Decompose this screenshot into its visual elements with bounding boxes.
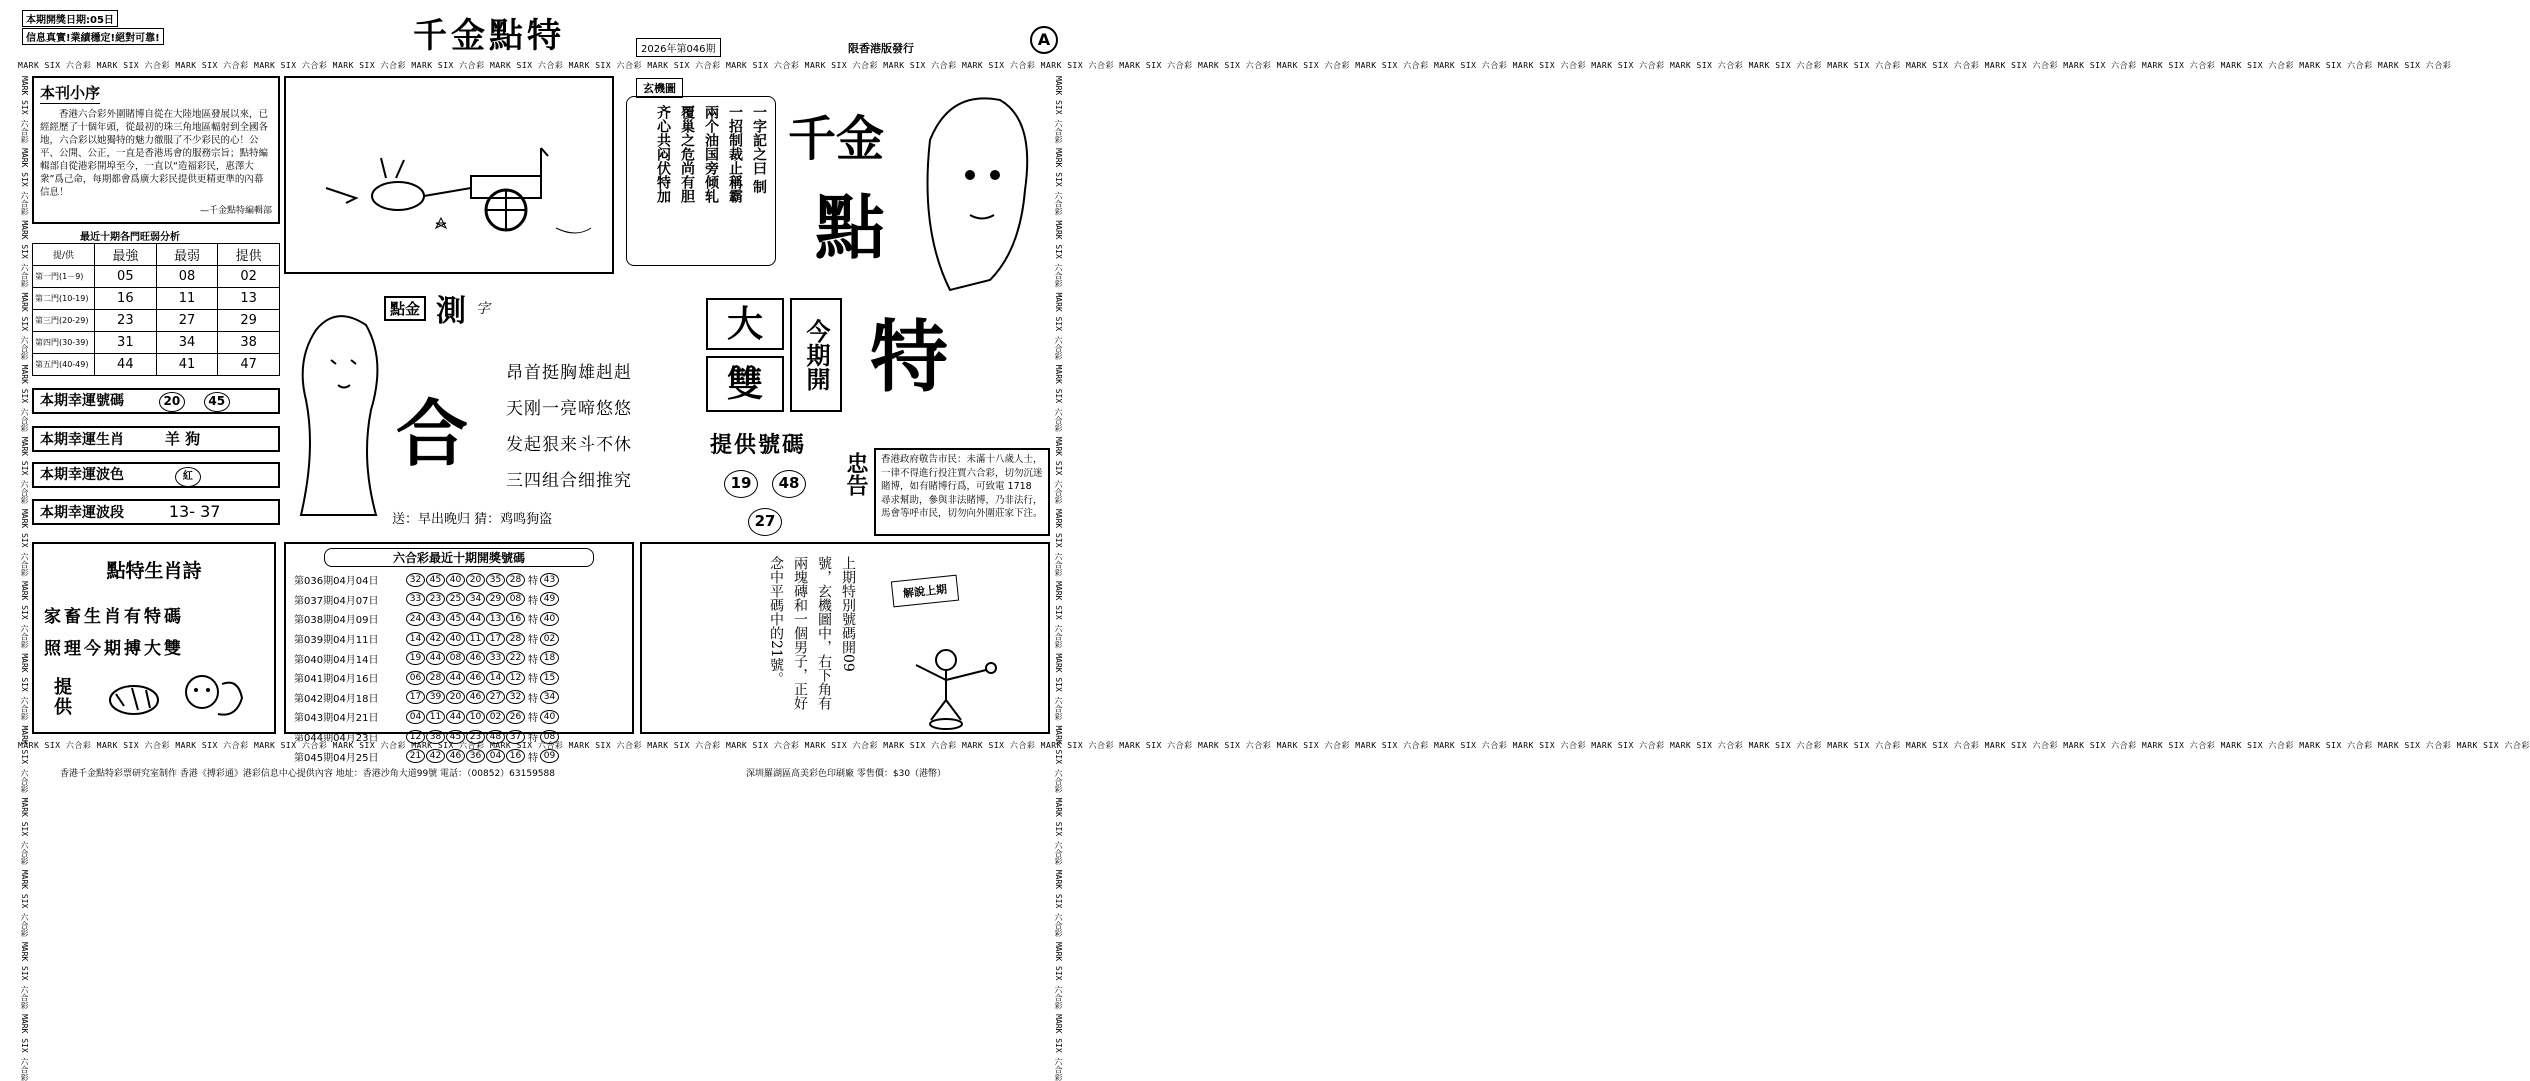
draw-special-number: 43 [540, 573, 559, 587]
stats-cell: 16 [95, 288, 157, 310]
stats-cell: 29 [218, 310, 280, 332]
draw-special-number: 40 [540, 612, 559, 626]
draw-number: 10 [466, 710, 485, 724]
draw-number: 45 [446, 730, 465, 744]
draw-number: 33 [406, 592, 425, 606]
draw-special-label: 特 [528, 733, 538, 745]
guess-poem [506, 358, 632, 502]
draw-number: 12 [506, 671, 525, 685]
stats-cell: 27 [156, 310, 218, 332]
draw-number: 43 [426, 612, 445, 626]
monkey-icon [178, 668, 248, 724]
scroll-line: 覆巢之危尚有胆 [679, 105, 695, 203]
draw-special-label: 特 [528, 615, 538, 627]
stats-cell: 44 [95, 354, 157, 376]
stats-cell: 02 [218, 266, 280, 288]
draw-number: 33 [486, 651, 505, 665]
stats-row-label: 第三門(20-29) [33, 310, 95, 332]
draw-special-number: 18 [540, 651, 559, 665]
poem-line: 家畜生肖有特碼 [44, 607, 184, 627]
guess-line: 三四组合细推究 [506, 471, 632, 491]
draw-number: 14 [486, 671, 505, 685]
draw-label: 第037期04月07日 [294, 595, 379, 607]
draw-number: 12 [406, 730, 425, 744]
draw-number: 42 [426, 632, 445, 646]
lucky-color-label: 本期幸運波色 [40, 467, 124, 483]
draw-number: 16 [506, 612, 525, 626]
draw-label: 第039期04月11日 [294, 635, 379, 647]
draw-special-label: 特 [528, 693, 538, 705]
scroll [626, 96, 776, 266]
intro-box [32, 76, 280, 224]
poem-line: 照理今期搏大雙 [44, 639, 184, 659]
draw-number: 02 [486, 710, 505, 724]
draw-number: 16 [506, 749, 525, 763]
draw-number: 20 [446, 690, 465, 704]
notice-text: 香港政府敬告市民：未滿十八歲人士，一律不得進行投注賈六合彩，切勿沉迷賭博，如有賭博行爲，可致電 1718 尋求幫助，參與非法賭博，乃非法行，馬會等呼市民，切勿向外圍莊家下注。 [881, 454, 1043, 519]
draw-number: 24 [406, 612, 425, 626]
draw-number: 46 [466, 690, 485, 704]
draw-number: 17 [486, 632, 505, 646]
draw-number: 11 [466, 632, 485, 646]
draw-row [294, 727, 624, 747]
draw-row [294, 629, 624, 649]
draw-number: 23 [426, 592, 445, 606]
guess-header [384, 292, 491, 329]
scroll-line: 一字記之曰 制 [751, 105, 767, 194]
guess-line: 发起狠来斗不休 [506, 435, 632, 455]
stats-col-header: 提供 [218, 244, 280, 266]
stats-table [32, 243, 280, 376]
brand-provide: 提供號碼 [710, 433, 807, 458]
stats-corner: 提/供 [33, 244, 95, 266]
right-strip: MARK SIX 六合彩 MARK SIX 六合彩 MARK SIX 六合彩 MARK SIX 六合彩 MARK SIX 六合彩 MARK SIX 六合彩 MARK SIX 六合彩 MARK SIX 六合彩 MARK SIX 六合彩 MARK SIX 六合彩 MARK SIX 六合彩 MARK SIX 六合彩 MARK SIX 六合彩 MARK SIX 六合彩 [1054, 76, 1063, 1081]
solution-tag: 解說上期 [891, 575, 959, 608]
draw-number: 38 [426, 730, 445, 744]
draw-label: 第044期04月23日 [294, 733, 379, 745]
header [18, 8, 1062, 58]
stats-cell: 38 [218, 332, 280, 354]
solution-col: 念中平碼中的21號。 [768, 556, 784, 686]
draw-number: 22 [506, 651, 525, 665]
lucky-color: 紅 [175, 467, 201, 487]
draw-label: 第041期04月16日 [294, 674, 379, 686]
header-title: 千金點特 [413, 16, 565, 56]
draw-number: 44 [466, 612, 485, 626]
draw-number: 04 [406, 710, 425, 724]
header-left-line2: 信息真實!業績穩定!絕對可靠! [22, 28, 164, 45]
draw-row [294, 707, 624, 727]
top-strip: MARK SIX 六合彩 MARK SIX 六合彩 MARK SIX 六合彩 MARK SIX 六合彩 MARK SIX 六合彩 MARK SIX 六合彩 MARK SIX 六合彩 MARK SIX 六合彩 MARK SIX 六合彩 MARK SIX 六合彩 MARK SIX 六合彩 MARK SIX 六合彩 MARK SIX 六合彩 MARK SIX 六合彩 MARK SIX 六合彩 MARK SIX 六合彩 MARK SIX 六合彩 MARK SIX 六合彩 MARK SIX 六合彩 MARK SIX 六合彩 MARK SIX 六合彩 MARK SIX 六合彩 MARK SIX 六合彩 MARK SIX 六合彩 MARK SIX 六合彩 MARK SIX 六合彩 MARK SIX 六合彩 MARK SIX 六合彩 MARK SIX 六合彩 MARK SIX 六合彩 MARK SIX 六合彩 [18, 61, 2452, 70]
guess-label-dianjin: 點金 [384, 296, 426, 321]
notice-label: 忠告 [843, 452, 869, 496]
draw-number: 29 [486, 592, 505, 606]
brand-qianjin: 千金 [788, 111, 885, 167]
draw-special-number: 08 [540, 730, 559, 744]
draw-special-label: 特 [528, 654, 538, 666]
draw-number: 04 [486, 749, 505, 763]
man-illustration [876, 630, 1026, 730]
edition-badge: A [1030, 26, 1058, 54]
solution-col: 兩塊磚和一個男子，正好 [792, 556, 808, 710]
draw-number: 46 [466, 671, 485, 685]
rabbit-cart-illustration [286, 78, 612, 272]
stats-cell: 11 [156, 288, 218, 310]
draws-box [284, 542, 634, 764]
lucky-segment: 13- 37 [168, 502, 221, 521]
poem-title: 點特生肖詩 [106, 560, 202, 582]
draw-number: 19 [406, 651, 425, 665]
draw-number: 45 [446, 612, 465, 626]
stats-cell: 13 [218, 288, 280, 310]
guess-line: 昂首挺胸雄赳赳 [506, 363, 632, 383]
scroll-line: 兩个油国旁倾轧 [703, 105, 719, 203]
draw-special-number: 49 [540, 592, 559, 606]
draw-number: 08 [506, 592, 525, 606]
header-limit: 限香港版發行 [848, 42, 914, 55]
bottom-strip: MARK SIX 六合彩 MARK SIX 六合彩 MARK SIX 六合彩 MARK SIX 六合彩 MARK SIX 六合彩 MARK SIX 六合彩 MARK SIX 六合彩 MARK SIX 六合彩 MARK SIX 六合彩 MARK SIX 六合彩 MARK SIX 六合彩 MARK SIX 六合彩 MARK SIX 六合彩 MARK SIX 六合彩 MARK SIX 六合彩 MARK SIX 六合彩 MARK SIX 六合彩 MARK SIX 六合彩 MARK SIX 六合彩 MARK SIX 六合彩 MARK SIX 六合彩 MARK SIX 六合彩 MARK SIX 六合彩 MARK SIX 六合彩 MARK SIX 六合彩 MARK SIX 六合彩 MARK SIX 六合彩 MARK SIX 六合彩 MARK SIX 六合彩 MARK SIX 六合彩 MARK SIX 六合彩 MARK SIX 六合彩 [18, 741, 2530, 750]
draw-number: 06 [406, 671, 425, 685]
header-left-line1: 本期開獎日期:05日 [22, 10, 118, 27]
stats-cell: 08 [156, 266, 218, 288]
stats-row-label: 第一門(1－9) [33, 266, 95, 288]
stats-cell: 23 [95, 310, 157, 332]
draw-number: 42 [426, 749, 445, 763]
guess-label-ce: 測 [436, 294, 467, 329]
intro-signature: —千金點特編輯部 [199, 206, 272, 216]
solution-col: 號，玄機圖中，右下角有 [816, 556, 832, 710]
guess-line: 天刚一亮啼悠悠 [506, 399, 632, 419]
solution-col: 上期特別號碼開09 [840, 556, 856, 672]
footer-right: 深圳羅湖區高美彩色印刷廠 零售價：$30（港幣） [746, 769, 947, 779]
draw-label: 第045期04月25日 [294, 752, 379, 764]
brand-dian: 點 [815, 186, 885, 269]
draw-number: 28 [506, 573, 525, 587]
stats-title: 最近十期各門旺弱分析 [80, 232, 180, 243]
draw-special-number: 34 [540, 690, 559, 704]
header-issue: 2026年第046期 [636, 38, 721, 57]
lucky-segment-label: 本期幸運波段 [40, 505, 124, 521]
stats-row-label: 第二門(10-19) [33, 288, 95, 310]
cart-illustration-box [284, 76, 614, 274]
provide-number: 19 [724, 470, 758, 498]
guess-footer: 送：早出晚归 猜：鸡鸣狗盗 [392, 512, 553, 527]
draw-number: 45 [426, 573, 445, 587]
draw-number: 44 [446, 671, 465, 685]
left-strip: MARK SIX 六合彩 MARK SIX 六合彩 MARK SIX 六合彩 MARK SIX 六合彩 MARK SIX 六合彩 MARK SIX 六合彩 MARK SIX 六合彩 MARK SIX 六合彩 MARK SIX 六合彩 MARK SIX 六合彩 MARK SIX 六合彩 MARK SIX 六合彩 MARK SIX 六合彩 MARK SIX 六合彩 [20, 76, 29, 1081]
stats-row-label: 第五門(40-49) [33, 354, 95, 376]
draw-number: 48 [486, 730, 505, 744]
tiger-icon [104, 672, 164, 722]
draw-row [294, 648, 624, 668]
draw-number: 28 [506, 632, 525, 646]
brand-side: 今期開 [790, 298, 842, 412]
draw-special-label: 特 [528, 576, 538, 588]
draw-number: 13 [486, 612, 505, 626]
scroll-line: 一招制裁止稱霸 [727, 105, 743, 203]
draw-number: 39 [426, 690, 445, 704]
lucky-color-row [32, 462, 280, 488]
draw-number: 46 [466, 651, 485, 665]
scroll-tag: 玄機圖 [636, 78, 683, 98]
draw-number: 20 [466, 573, 485, 587]
draw-label: 第042期04月18日 [294, 693, 379, 705]
stats-cell: 41 [156, 354, 218, 376]
lucky-segment-row [32, 499, 280, 525]
lucky-number: 20 [159, 392, 185, 412]
draw-number: 35 [486, 573, 505, 587]
draw-special-number: 02 [540, 632, 559, 646]
draw-number: 11 [426, 710, 445, 724]
draw-row [294, 746, 624, 766]
scroll-line: 齐心共闷伏特加 [655, 105, 671, 203]
stats-cell: 31 [95, 332, 157, 354]
draw-row [294, 688, 624, 708]
intro-title: 本刊小序 [40, 84, 101, 102]
draws-title: 六合彩最近十期開獎號碼 [324, 548, 594, 567]
draw-label: 第038期04月09日 [294, 615, 379, 627]
stats-row-label: 第四門(30-39) [33, 332, 95, 354]
draw-special-number: 40 [540, 710, 559, 724]
stats-cell: 34 [156, 332, 218, 354]
draw-number: 27 [486, 690, 505, 704]
intro-text: 香港六合彩外圍賭博自從在大陸地區發展以來，已經經歷了十個年頭，從最初的珠三角地區輻射到全國各地，六合彩以她獨特的魅力徹服了不少彩民的心！公平、公開、公正，一直是香港馬會的服務宗旨；點特編輯部自從港彩開埠至今，一直以“造福彩民，惠澤大衆”爲己命，每期都會爲廣大彩民提供更精更準的內幕信息！ [40, 109, 269, 198]
draw-number: 21 [406, 749, 425, 763]
stats-col-header: 最強 [95, 244, 157, 266]
brand-da: 大 [706, 298, 784, 350]
lucky-zodiac: 羊 狗 [164, 430, 201, 448]
stats-cell: 05 [95, 266, 157, 288]
provide-number: 48 [772, 470, 806, 498]
draw-label: 第036期04月04日 [294, 576, 379, 588]
draw-special-label: 特 [528, 713, 538, 725]
provide-number: 27 [748, 508, 782, 536]
draw-special-label: 特 [528, 674, 538, 686]
draw-number: 44 [446, 710, 465, 724]
draw-number: 14 [406, 632, 425, 646]
draw-special-label: 特 [528, 752, 538, 764]
draw-number: 36 [466, 749, 485, 763]
woman-portrait-top [910, 80, 1040, 300]
poem-provide: 提供 [54, 677, 72, 718]
draw-row [294, 668, 624, 688]
footer-left: 香港千金點特彩票研究室制作 香港《搏彩通》港彩信息中心提供內容 地址：香港沙角大道99號 電話：（00852）63159588 [60, 769, 555, 779]
draw-number: 44 [426, 651, 445, 665]
lucky-zodiac-row [32, 426, 280, 452]
draw-number: 40 [446, 573, 465, 587]
draw-number: 17 [406, 690, 425, 704]
draw-special-label: 特 [528, 595, 538, 607]
draw-number: 23 [466, 730, 485, 744]
draw-number: 32 [506, 690, 525, 704]
draw-number: 08 [446, 651, 465, 665]
draw-number: 40 [446, 632, 465, 646]
draw-number: 46 [446, 749, 465, 763]
lucky-zodiac-label: 本期幸運生肖 [40, 432, 124, 448]
draw-label: 第043期04月21日 [294, 713, 379, 725]
lucky-number: 45 [204, 392, 230, 412]
draw-number: 28 [426, 671, 445, 685]
stats-col-header: 最弱 [156, 244, 218, 266]
stats-cell: 47 [218, 354, 280, 376]
draw-label: 第040期04月14日 [294, 654, 379, 666]
draw-number: 26 [506, 710, 525, 724]
draw-special-number: 15 [540, 671, 559, 685]
draw-special-number: 09 [540, 749, 559, 763]
brand-te: 特 [870, 312, 949, 403]
draw-number: 25 [446, 592, 465, 606]
solution-box [640, 542, 1050, 734]
woman-portrait-left [286, 300, 396, 520]
lucky-number-row [32, 388, 280, 414]
guess-big-char: 合 [396, 391, 469, 476]
draw-row [294, 609, 624, 629]
brand-shuang: 雙 [706, 356, 784, 412]
lucky-number-label: 本期幸運號碼 [40, 393, 124, 409]
draw-row [294, 590, 624, 610]
draw-number: 32 [406, 573, 425, 587]
guess-label-zi: 字 [476, 301, 491, 317]
draw-special-label: 特 [528, 635, 538, 647]
poem-box [32, 542, 276, 734]
draw-row [294, 570, 624, 590]
draw-number: 37 [506, 730, 525, 744]
notice-box [874, 448, 1050, 536]
draw-number: 34 [466, 592, 485, 606]
